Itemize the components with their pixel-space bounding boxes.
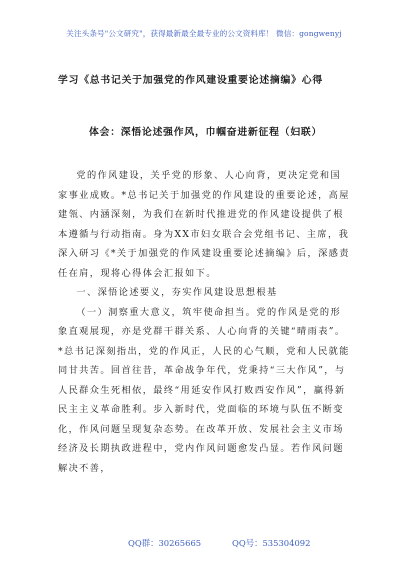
paragraph-intro: 党的作风建设，关乎党的形象、人心向背，更决定党和国家事业成败。*总书记关于加强党的作风建设的重要论述，高屋建瓴、内涵深刻，为我们在新时代推进党的作风建设提供了根本遵循与行动指南。身为XX市妇女联合会党组书记、主席，我深入研习《*关于加强党的作风建设重要论述摘编》后，深感责任在肩，现将心得体会汇报如下。 [58, 170, 350, 279]
body-text [58, 166, 350, 478]
paragraph-section-1-1: （一）洞察重大意义，筑牢使命担当。党的作风是党的形象直观展现，亦是党群干群关系、人心向背的关键“晴雨表”。*总书记深刻指出，党的作风正，人民的心气顺，党和人民就能同甘共苦。回首往昔，革命战争年代，党秉持“三大作风”，与人民群众生死相依，最终“用延安作风打败西安作风”，赢得新民主主义革命胜利。步入新时代，党面临的环境与队伍不断变化，作风问题呈现复杂态势。在改革开放、发展社会主义市场经济及长期执政进程中，党内作风问题愈发凸显。若作风问题解决不善， [58, 306, 350, 474]
footer-qq-number: QQ号：535304092 [232, 538, 311, 548]
section-heading-1: 一、深悟论述要义，夯实作风建设思想根基 [76, 287, 278, 298]
document-title-line-1: 学习《总书记关于加强党的作风建设重要论述摘编》心得 [58, 75, 323, 86]
header-promo-text: 关注头条号"公文研究"，获得最新最全最专业的公文资料库！ 微信：gongwenyj [66, 29, 342, 38]
document-title-line-2: 体会：深悟论述强作风，巾帼奋进新征程（妇联） [89, 127, 323, 138]
footer-qq-group: QQ群：30265665 [128, 538, 202, 548]
